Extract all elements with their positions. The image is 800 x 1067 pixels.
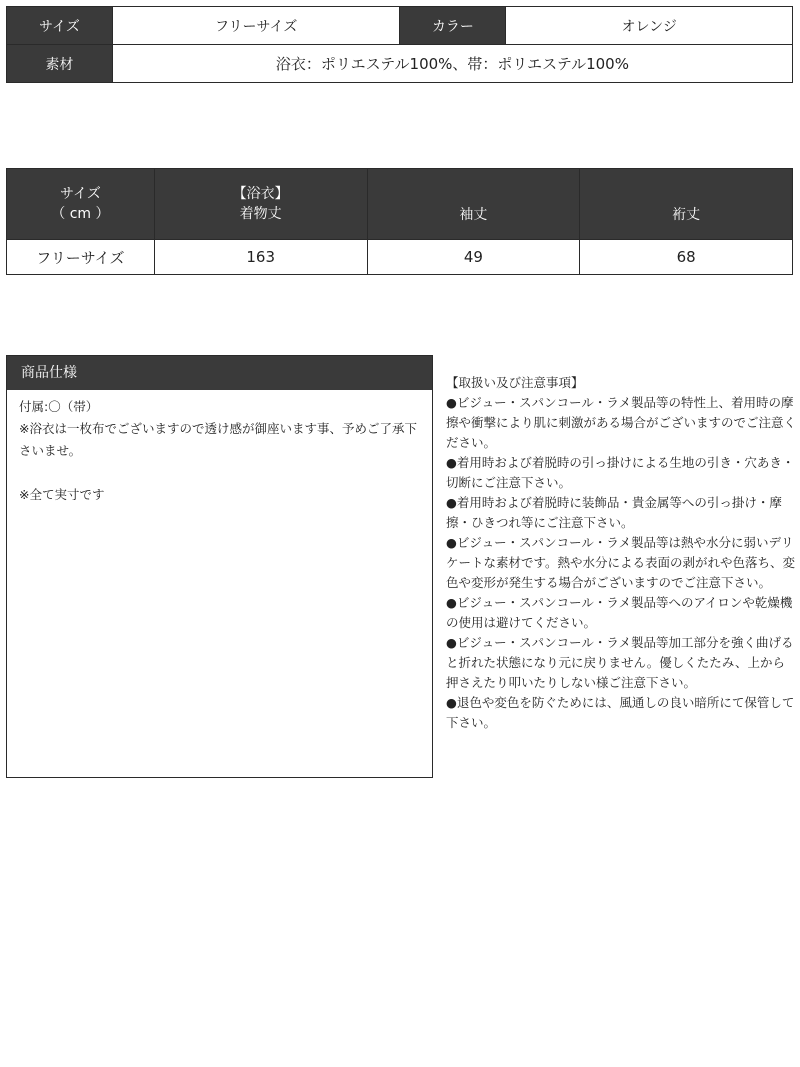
kimono-length-value: 163 [154, 240, 367, 275]
material-value: 浴衣：ポリエステル100%、帯：ポリエステル100% [112, 45, 792, 83]
row-size-name: フリーサイズ [7, 240, 155, 275]
size-value: フリーサイズ [112, 7, 400, 45]
size-chart-table [6, 168, 793, 275]
spec-accessory-line: 付属:〇（帯） [19, 399, 99, 414]
care-item: ●ビジュー・スパンコール・ラメ製品等は熱や水分に弱いデリケートな素材です。熱や水分による表面の剥がれや色落ち、変色や変形が発生する場合がございますのでご注意下さい。 [446, 535, 796, 590]
spec-transparency-note: ※浴衣は一枚布でございますので透け感が御座います事、予めご了承下さいませ。 [19, 421, 417, 458]
sleeve-length-header: 袖丈 [367, 169, 580, 240]
size-header-unit: （ cm ） [51, 206, 110, 222]
care-instructions [446, 373, 796, 733]
care-title: 【取扱い及び注意事項】 [446, 375, 584, 390]
product-info-table [6, 6, 793, 83]
product-spec-panel [6, 355, 433, 778]
yukata-group-label: 【浴衣】 [232, 186, 289, 202]
color-value: オレンジ [506, 7, 793, 45]
spec-body [7, 390, 432, 512]
care-item: ●着用時および着脱時の引っ掛けによる生地の引き・穴あき・切断にご注意下さい。 [446, 455, 795, 490]
size-column-header [7, 169, 155, 240]
yuki-length-header: 裄丈 [580, 169, 793, 240]
table-row [7, 240, 793, 275]
color-label: カラー [400, 7, 506, 45]
care-item: ●ビジュー・スパンコール・ラメ製品等加工部分を強く曲げると折れた状態になり元に戻りません。優しくたたみ、上から押さえたり叩いたりしない様ご注意下さい。 [446, 635, 794, 690]
care-item: ●ビジュー・スパンコール・ラメ製品等へのアイロンや乾燥機の使用は避けてください。 [446, 595, 793, 630]
care-item: ●着用時および着脱時に装飾品・貴金属等への引っ掛け・摩擦・ひきつれ等にご注意下さい。 [446, 495, 782, 530]
info-row-size-color [7, 7, 793, 45]
spec-title: 商品仕様 [7, 356, 432, 390]
size-label: サイズ [7, 7, 113, 45]
size-chart-header-row [7, 169, 793, 240]
sleeve-length-value: 49 [367, 240, 580, 275]
care-item: ●ビジュー・スパンコール・ラメ製品等の特性上、着用時の摩擦や衝撃により肌に刺激がある場合がございますのでご注意ください。 [446, 395, 797, 450]
info-row-material [7, 45, 793, 83]
spec-measurement-note: ※全て実寸です [19, 487, 105, 502]
yuki-length-value: 68 [580, 240, 793, 275]
spec-spacer [19, 462, 420, 484]
kimono-length-header [154, 169, 367, 240]
material-label: 素材 [7, 45, 113, 83]
care-item: ●退色や変色を防ぐためには、風通しの良い暗所にて保管して下さい。 [446, 695, 795, 730]
kimono-length-label: 着物丈 [239, 206, 282, 222]
size-header-label: サイズ [59, 186, 101, 202]
